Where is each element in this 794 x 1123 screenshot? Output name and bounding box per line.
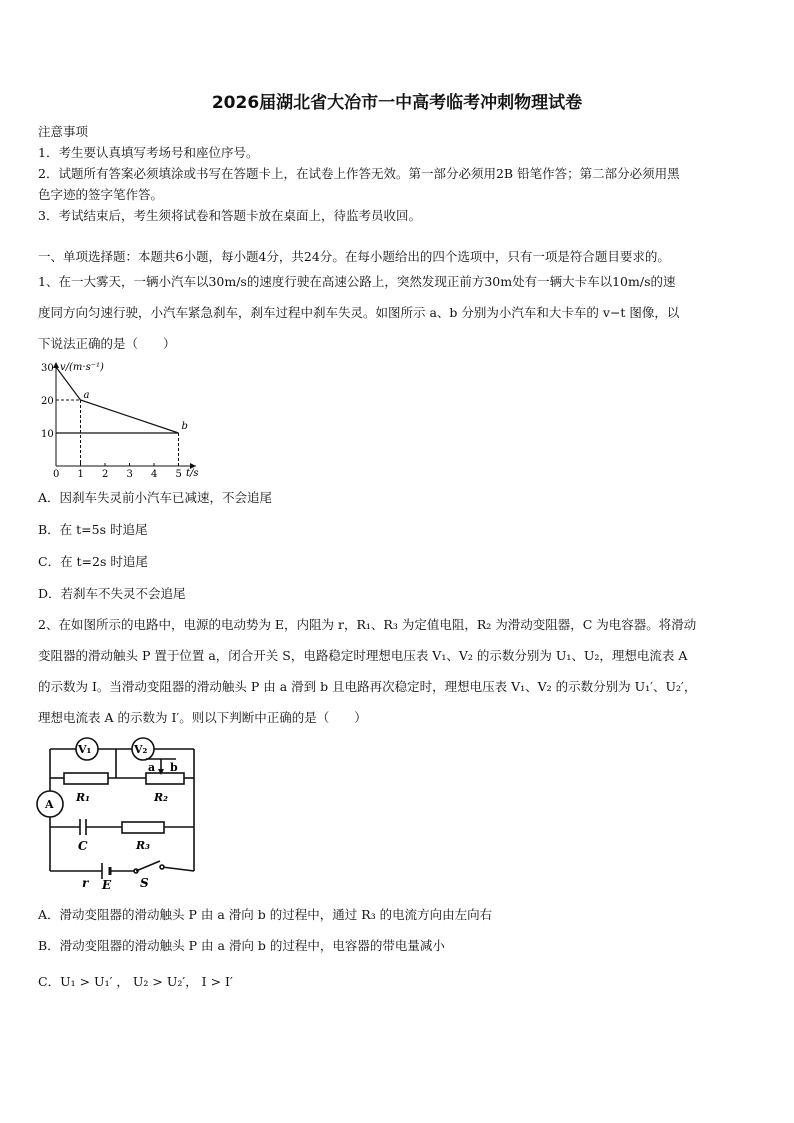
y-axis-label: v/(m·s⁻¹)	[60, 362, 104, 373]
switch-contact	[160, 865, 164, 869]
q2-stem-line3: 的示数为 I。当滑动变阻器的滑动触头 P 由 a 滑到 b 且电路再次稳定时，理想电压表 V₁、V₂ 的示数分别为 U₁′、U₂′，	[38, 679, 697, 694]
slider-a-label: a	[148, 761, 156, 774]
q2-option-b: B．滑动变阻器的滑动触头 P 由 a 滑向 b 的过程中，电容器的带电量减小	[38, 938, 445, 953]
circuit-diagram	[36, 735, 206, 895]
y-tick-label: 20	[41, 396, 54, 407]
emf-label: E	[102, 878, 112, 892]
q2-stem-line4: 理想电流表 A 的示数为 I′。则以下判断中正确的是（ ）	[38, 710, 367, 725]
q2-option-c: C．U₁ > U₁′ ， U₂ > U₂′， I > I′	[38, 974, 233, 989]
vt-chart	[38, 356, 218, 478]
notice-item-2-cont: 色字迹的签字笔作答。	[38, 187, 164, 202]
q2-stem-line1: 2、在如图所示的电路中，电源的电动势为 E，内阻为 r，R₁、R₃ 为定值电阻，R₂ 为滑动变阻器，C 为电容器。将滑动	[38, 617, 697, 632]
page-title: 2026届湖北省大冶市一中高考临考冲刺物理试卷	[211, 93, 583, 113]
notice-heading: 注意事项	[38, 124, 89, 139]
r1-label: R₁	[76, 791, 90, 804]
v1-label: V₁	[78, 743, 92, 756]
series-a-label: a	[83, 390, 90, 401]
internal-resistance-label: r	[82, 876, 89, 890]
q1-option-b: B．在 t=5s 时追尾	[38, 522, 148, 537]
resistor-r2	[146, 773, 184, 784]
x-tick-label: 2	[102, 469, 109, 478]
ammeter-label: A	[45, 798, 54, 811]
v2-label: V₂	[134, 743, 148, 756]
q2-stem-line2: 变阻器的滑动触头 P 置于位置 a，闭合开关 S，电路稳定时理想电压表 V₁、V₂ 的示数分别为 U₁、U₂，理想电流表 A	[38, 648, 688, 663]
slider-arrow	[158, 769, 164, 775]
y-tick-label: 30	[41, 363, 54, 374]
series-a-line	[56, 367, 179, 433]
resistor-r1	[64, 773, 108, 784]
switch-label: S	[140, 876, 149, 890]
x-axis-label: t/s	[186, 468, 199, 478]
x-tick-label: 0	[53, 469, 60, 478]
q2-option-a: A．滑动变阻器的滑动触头 P 由 a 滑向 b 的过程中，通过 R₃ 的电流方向由左向右	[38, 907, 493, 922]
section-header: 一、单项选择题：本题共6小题，每小题4分，共24分。在每小题给出的四个选项中，只有一项是符合题目要求的。	[38, 249, 670, 264]
x-tick-label: 5	[175, 469, 182, 478]
q1-stem-line3: 下说法正确的是（ ）	[38, 336, 176, 351]
q1-option-a: A．因刹车失灵前小汽车已减速，不会追尾	[38, 490, 273, 505]
y-tick-label: 10	[41, 429, 54, 440]
q1-option-d: D．若刹车不失灵不会追尾	[38, 586, 186, 601]
q1-stem-line2: 度同方向匀速行驶，小汽车紧急刹车，刹车过程中刹车失灵。如图所示 a、b 分别为小汽车和大卡车的 v−t 图像，以	[38, 305, 680, 320]
notice-item-2: 2．试题所有答案必须填涂或书写在答题卡上，在试卷上作答无效。第一部分必须用2B 铅笔作答；第二部分必须用黑	[38, 166, 680, 181]
slider-b-label: b	[170, 761, 178, 774]
r2-label: R₂	[154, 791, 168, 804]
x-tick-label: 1	[77, 469, 84, 478]
x-tick-label: 3	[126, 469, 133, 478]
r3-label: R₃	[136, 839, 150, 852]
x-tick-label: 4	[151, 469, 158, 478]
notice-item-3: 3．考试结束后，考生须将试卷和答题卡放在桌面上，待监考员收回。	[38, 208, 421, 223]
series-b-label: b	[181, 421, 188, 432]
resistor-r3	[122, 822, 164, 833]
notice-item-1: 1．考生要认真填写考场号和座位序号。	[38, 145, 259, 160]
capacitor-label: C	[78, 839, 88, 853]
q1-option-c: C．在 t=2s 时追尾	[38, 554, 148, 569]
switch-blade	[136, 861, 160, 871]
q1-stem-line1: 1、在一大雾天，一辆小汽车以30m/s的速度行驶在高速公路上，突然发现正前方30m处有一辆大卡车以10m/s的速	[38, 274, 676, 289]
